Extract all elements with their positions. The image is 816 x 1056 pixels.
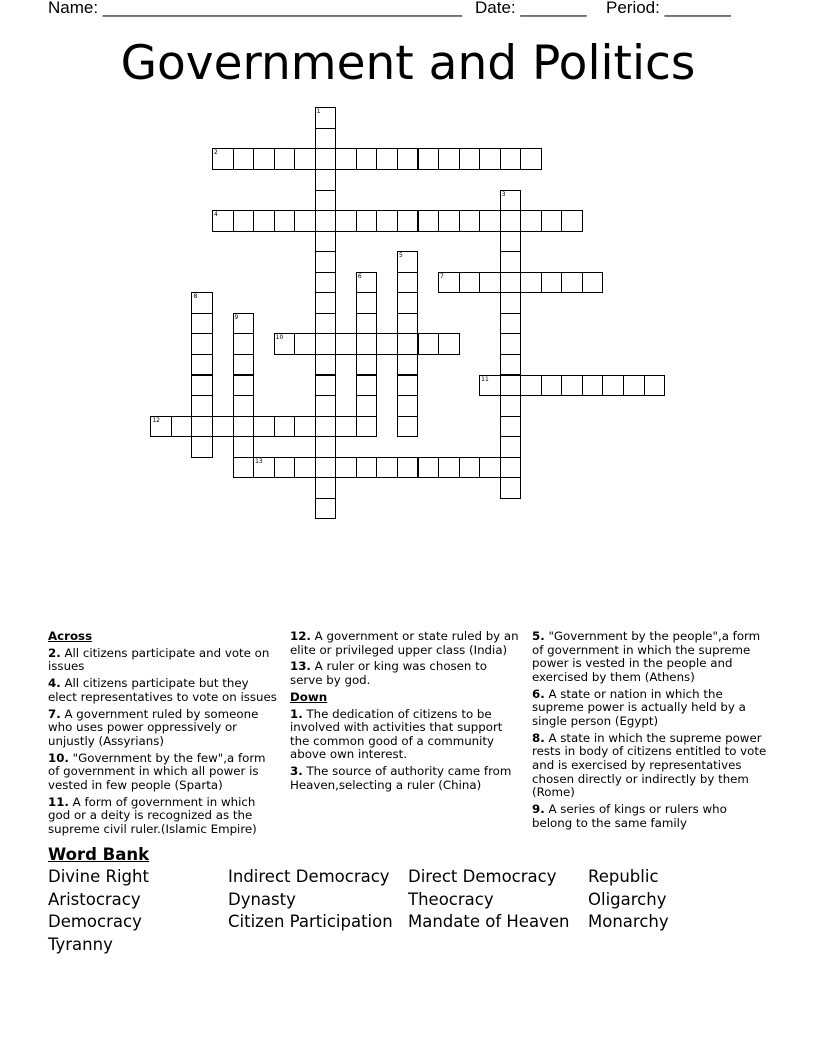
crossword-cell[interactable] [315, 416, 337, 438]
clue-number: 2 [214, 149, 218, 157]
crossword-cell[interactable] [315, 107, 337, 129]
clue-across-10: 10. "Government by the few",a form of government in which all power is vested in few people (Sparta) [48, 750, 266, 792]
crossword-cell[interactable] [479, 375, 501, 397]
crossword-cell[interactable] [315, 457, 337, 479]
word-bank-item: Democracy [48, 912, 142, 932]
crossword-cell[interactable] [294, 416, 316, 438]
crossword-cell[interactable] [315, 169, 337, 191]
crossword-cell[interactable] [233, 354, 255, 376]
crossword-cell[interactable] [315, 436, 337, 458]
date-field[interactable]: Date: _______ [475, 0, 587, 17]
crossword-cell[interactable] [500, 231, 522, 253]
crossword-cell[interactable] [438, 333, 460, 355]
crossword-cell[interactable] [623, 375, 645, 397]
crossword-cell[interactable] [500, 292, 522, 314]
crossword-cell[interactable] [561, 272, 583, 294]
crossword-cell[interactable] [500, 190, 522, 212]
crossword-cell[interactable] [500, 477, 522, 499]
crossword-cell[interactable] [233, 313, 255, 335]
word-bank-item: Republic [588, 867, 659, 886]
crossword-cell[interactable] [212, 148, 234, 170]
clue-number: 7 [440, 272, 444, 280]
clue-across-11: 11. A form of government in which god or a deity is recognized as the supreme civil ruler.(Islamic Empire) [48, 794, 257, 836]
crossword-cell[interactable] [438, 148, 460, 170]
crossword-cell[interactable] [397, 313, 419, 335]
crossword-cell[interactable] [315, 251, 337, 273]
clue-number: 6 [357, 272, 362, 280]
crossword-cell[interactable] [233, 333, 255, 355]
student-info-header [48, 0, 768, 20]
crossword-cell[interactable] [520, 272, 542, 294]
word-bank-item: Oligarchy [588, 889, 667, 909]
crossword-cell[interactable] [315, 190, 337, 212]
crossword-cell[interactable] [315, 375, 337, 397]
clue-across-7: 7. A government ruled by someone who uses power oppressively or unjustly (Assyrians) [48, 706, 259, 748]
crossword-cell[interactable] [500, 436, 522, 458]
crossword-cell[interactable] [315, 313, 337, 335]
clue-number: 5 [398, 252, 403, 260]
crossword-cell[interactable] [253, 457, 275, 479]
crossword-cell[interactable] [397, 375, 419, 397]
clue-number: 10 [275, 334, 284, 342]
crossword-cell[interactable] [418, 457, 440, 479]
crossword-cell[interactable] [397, 333, 419, 355]
crossword-cell[interactable] [294, 333, 316, 355]
crossword-cell[interactable] [500, 395, 522, 417]
clue-number: 13 [255, 457, 263, 465]
word-bank-item: Mandate of Heaven [408, 912, 570, 932]
crossword-cell[interactable] [356, 148, 378, 170]
crossword-cell[interactable] [315, 231, 337, 253]
word-bank-item: Divine Right [48, 867, 149, 886]
crossword-cell[interactable] [479, 272, 501, 294]
crossword-cell[interactable] [418, 210, 440, 232]
word-bank-item: Citizen Participation [228, 912, 393, 932]
clue-column-2 [290, 630, 522, 796]
crossword-cell[interactable] [438, 272, 460, 294]
crossword-cell[interactable] [191, 436, 213, 458]
crossword-cell[interactable] [315, 354, 337, 376]
crossword-cell[interactable] [561, 375, 583, 397]
clue-column-1 [48, 630, 280, 840]
clue-across-2: 2. All citizens participate and vote on issues [48, 645, 270, 674]
crossword-cell[interactable] [582, 375, 604, 397]
crossword-cell[interactable] [233, 436, 255, 458]
word-bank-item: Direct Democracy [408, 867, 557, 886]
clue-number: 3 [501, 190, 506, 198]
crossword-cell[interactable] [315, 292, 337, 314]
clue-across-13: 13. A ruler or king was chosen to serve by god. [290, 659, 488, 688]
crossword-cell[interactable] [233, 395, 255, 417]
crossword-cell[interactable] [459, 210, 481, 232]
clue-across-12: 12. A government or state ruled by an elite or privileged upper class (India) [290, 629, 519, 657]
word-bank-item: Tyranny [48, 934, 113, 954]
word-bank-item: Indirect Democracy [228, 867, 390, 886]
clue-number: 4 [214, 211, 218, 219]
clue-number: 9 [234, 313, 239, 321]
clue-down-3: 3. The source of authority came from Heaven,selecting a ruler (China) [290, 764, 512, 792]
crossword-cell[interactable] [274, 210, 296, 232]
crossword-cell[interactable] [418, 148, 440, 170]
crossword-cell[interactable] [438, 457, 460, 479]
crossword-cell[interactable] [602, 375, 624, 397]
crossword-cell[interactable] [274, 416, 296, 438]
crossword-cell[interactable] [335, 416, 357, 438]
crossword-cell[interactable] [418, 333, 440, 355]
crossword-cell[interactable] [541, 375, 563, 397]
clue-column-3 [532, 630, 770, 834]
crossword-cell[interactable] [561, 210, 583, 232]
crossword-cell[interactable] [397, 251, 419, 273]
crossword-cell[interactable] [479, 210, 501, 232]
word-bank-item: Monarchy [588, 912, 669, 932]
crossword-cell[interactable] [335, 333, 357, 355]
crossword-cell[interactable] [459, 272, 481, 294]
crossword-cell[interactable] [356, 313, 378, 335]
crossword-cell[interactable] [500, 210, 522, 232]
crossword-cell[interactable] [500, 251, 522, 273]
down-heading: Down [290, 689, 328, 704]
crossword-cell[interactable] [520, 375, 542, 397]
crossword-cell[interactable] [397, 416, 419, 438]
crossword-cell[interactable] [397, 272, 419, 294]
crossword-cell[interactable] [397, 395, 419, 417]
crossword-cell[interactable] [233, 457, 255, 479]
crossword-cell[interactable] [191, 416, 213, 438]
crossword-cell[interactable] [171, 416, 193, 438]
crossword-cell[interactable] [500, 416, 522, 438]
crossword-cell[interactable] [500, 333, 522, 355]
crossword-cell[interactable] [644, 375, 666, 397]
crossword-cell[interactable] [500, 148, 522, 170]
word-bank-title: Word Bank [48, 845, 150, 864]
crossword-cell[interactable] [520, 210, 542, 232]
crossword-cell[interactable] [500, 313, 522, 335]
crossword-cell[interactable] [500, 354, 522, 376]
crossword-cell[interactable] [315, 333, 337, 355]
word-bank-item: Dynasty [228, 889, 296, 909]
crossword-cell[interactable] [315, 477, 337, 499]
crossword-cell[interactable] [191, 395, 213, 417]
crossword-cell[interactable] [376, 333, 398, 355]
crossword-cell[interactable] [315, 148, 337, 170]
crossword-cell[interactable] [376, 457, 398, 479]
crossword-cell[interactable] [212, 416, 234, 438]
crossword-cell[interactable] [335, 457, 357, 479]
crossword-cell[interactable] [459, 148, 481, 170]
crossword-cell[interactable] [520, 148, 542, 170]
crossword-cell[interactable] [191, 333, 213, 355]
crossword-cell[interactable] [315, 128, 337, 150]
crossword-cell[interactable] [356, 395, 378, 417]
crossword-cell[interactable] [274, 333, 296, 355]
clue-number: 12 [152, 416, 160, 424]
crossword-cell[interactable] [500, 457, 522, 479]
clue-down-5: 5. "Government by the people",a form of government in which the supreme power is vested in the people and exercised by them (Athens) [532, 629, 761, 684]
crossword-cell[interactable] [233, 210, 255, 232]
word-bank-item: Aristocracy [48, 889, 141, 909]
crossword-cell[interactable] [315, 210, 337, 232]
crossword-cell[interactable] [356, 354, 378, 376]
clue-number: 11 [481, 375, 489, 383]
crossword-cell[interactable] [191, 313, 213, 335]
crossword-cell[interactable] [274, 148, 296, 170]
crossword-cell[interactable] [356, 457, 378, 479]
crossword-cell[interactable] [397, 210, 419, 232]
clue-down-1: 1. The dedication of citizens to be involved with activities that support the common good of a community above own interest. [290, 706, 503, 762]
name-field[interactable]: Name: ______________________________________ [48, 0, 463, 17]
crossword-cell[interactable] [294, 210, 316, 232]
crossword-cell[interactable] [315, 498, 337, 520]
crossword-cell[interactable] [294, 457, 316, 479]
crossword-cell[interactable] [541, 210, 563, 232]
crossword-cell[interactable] [438, 210, 460, 232]
clue-down-6: 6. A state or nation in which the supreme power is actually held by a single person (Egypt) [532, 686, 746, 728]
crossword-cell[interactable] [376, 148, 398, 170]
crossword-cell[interactable] [356, 210, 378, 232]
clue-number: 1 [316, 108, 321, 116]
crossword-cell[interactable] [191, 375, 213, 397]
crossword-cell[interactable] [500, 375, 522, 397]
crossword-cell[interactable] [376, 210, 398, 232]
crossword-cell[interactable] [479, 457, 501, 479]
crossword-cell[interactable] [253, 148, 275, 170]
crossword-cell[interactable] [397, 148, 419, 170]
crossword-cell[interactable] [253, 210, 275, 232]
crossword-cell[interactable] [541, 272, 563, 294]
crossword-cell[interactable] [397, 457, 419, 479]
crossword-cell[interactable] [500, 272, 522, 294]
crossword-cell[interactable] [459, 457, 481, 479]
crossword-cell[interactable] [294, 148, 316, 170]
puzzle-title: Government and Politics [120, 36, 696, 91]
crossword-cell[interactable] [397, 292, 419, 314]
crossword-cell[interactable] [356, 416, 378, 438]
crossword-cell[interactable] [191, 292, 213, 314]
crossword-cell[interactable] [233, 375, 255, 397]
crossword-cell[interactable] [315, 272, 337, 294]
crossword-cell[interactable] [356, 292, 378, 314]
clue-down-8: 8. A state in which the supreme power rests in body of citizens entitled to vote and is exercised by representatives chosen directly or indirectly by them (Rome) [532, 730, 767, 800]
crossword-cell[interactable] [479, 148, 501, 170]
crossword-cell[interactable] [582, 272, 604, 294]
crossword-cell[interactable] [356, 272, 378, 294]
crossword-cell[interactable] [397, 354, 419, 376]
clue-across-4: 4. All citizens participate but they elect representatives to vote on issues [48, 676, 277, 704]
crossword-cell[interactable] [356, 333, 378, 355]
crossword-cell[interactable] [150, 416, 172, 438]
crossword-cell[interactable] [335, 210, 357, 232]
clue-number: 8 [193, 293, 198, 301]
clue-down-9: 9. A series of kings or rulers who belong to the same family [532, 802, 727, 830]
period-field[interactable]: Period: _______ [606, 0, 731, 17]
crossword-cell[interactable] [233, 148, 255, 170]
crossword-cell[interactable] [315, 395, 337, 417]
crossword-cell[interactable] [356, 375, 378, 397]
crossword-cell[interactable] [191, 354, 213, 376]
crossword-cell[interactable] [233, 416, 255, 438]
across-heading: Across [48, 629, 93, 643]
crossword-cell[interactable] [253, 416, 275, 438]
crossword-cell[interactable] [274, 457, 296, 479]
crossword-cell[interactable] [335, 148, 357, 170]
crossword-cell[interactable] [212, 210, 234, 232]
word-bank-item: Theocracy [408, 889, 494, 909]
